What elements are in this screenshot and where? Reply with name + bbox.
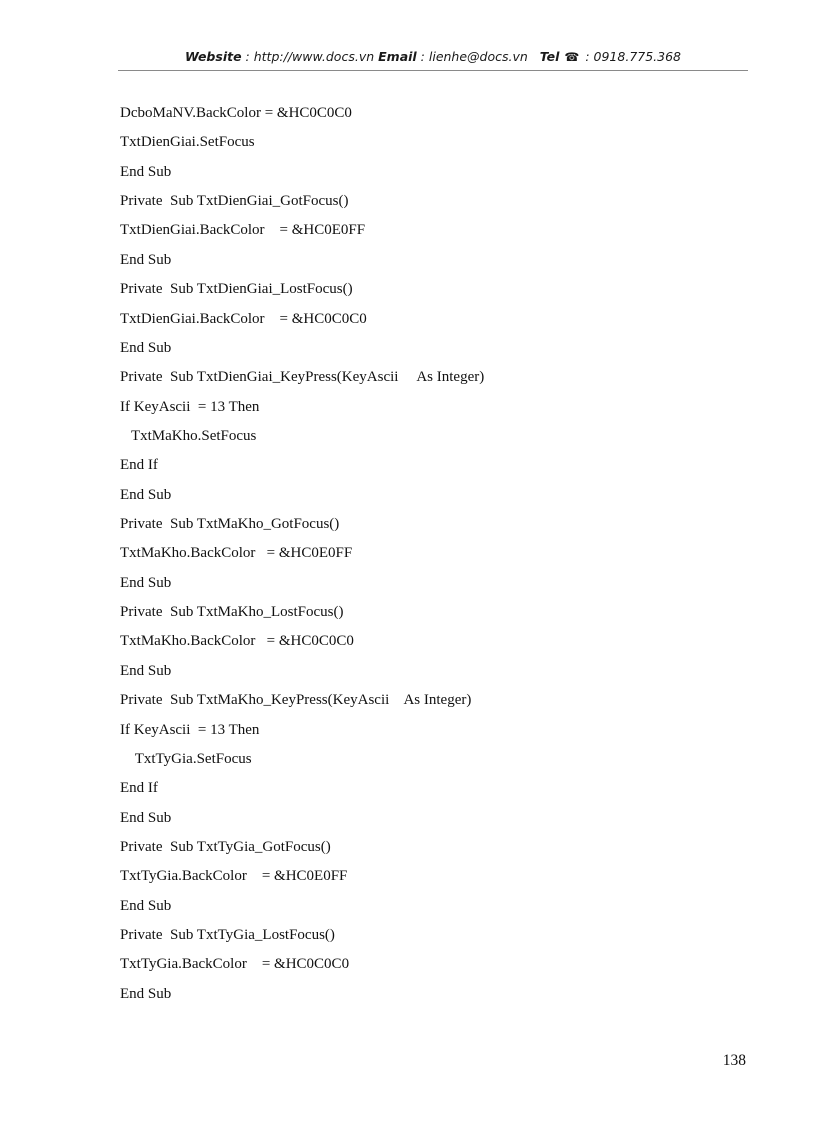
website-label: Website: [184, 49, 242, 64]
code-line: Private Sub TxtMaKho_KeyPress(KeyAscii As Integer): [120, 692, 472, 709]
code-line: Private Sub TxtMaKho_LostFocus(): [120, 604, 344, 621]
page-number: 138: [722, 1052, 746, 1069]
code-listing: [120, 102, 484, 1012]
code-line: TxtMaKho.BackColor = &HC0E0FF: [120, 545, 353, 562]
tel-label: Tel: [539, 49, 560, 64]
email-separator: :: [416, 49, 429, 64]
website-url[interactable]: http://www.docs.vn: [253, 49, 375, 64]
code-line: Private Sub TxtTyGia_GotFocus(): [120, 838, 331, 855]
code-line: TxtTyGia.SetFocus: [120, 750, 252, 767]
code-line: End If: [120, 780, 158, 797]
code-line: Private Sub TxtDienGiai_GotFocus(): [120, 193, 349, 210]
code-line: End Sub: [120, 985, 172, 1002]
code-line: Private Sub TxtDienGiai_LostFocus(): [120, 281, 353, 298]
code-line: End Sub: [120, 809, 172, 826]
code-line: End Sub: [120, 662, 172, 679]
code-line: If KeyAscii = 13 Then: [120, 721, 260, 738]
tel-number: 0918.775.368: [593, 49, 682, 64]
code-line: End Sub: [120, 486, 172, 503]
code-line: Private Sub TxtDienGiai_KeyPress(KeyAscii As Integer): [120, 369, 485, 386]
email-label: Email: [378, 49, 417, 64]
phone-icon: ☎: [564, 50, 580, 64]
code-line: Private Sub TxtMaKho_GotFocus(): [120, 516, 340, 533]
code-line: TxtDienGiai.BackColor = &HC0E0FF: [120, 222, 366, 239]
code-line: End Sub: [120, 251, 172, 268]
code-line: TxtDienGiai.BackColor = &HC0C0C0: [120, 310, 367, 327]
code-line: TxtDienGiai.SetFocus: [120, 134, 255, 151]
code-line: If KeyAscii = 13 Then: [120, 398, 260, 415]
code-line: End Sub: [120, 163, 172, 180]
header-divider: [118, 70, 748, 71]
code-line: Private Sub TxtTyGia_LostFocus(): [120, 927, 335, 944]
code-line: TxtMaKho.BackColor = &HC0C0C0: [120, 633, 354, 650]
code-line: End Sub: [120, 339, 172, 356]
code-line: End Sub: [120, 897, 172, 914]
code-line: TxtTyGia.BackColor = &HC0C0C0: [120, 956, 350, 973]
tel-separator: :: [581, 49, 594, 64]
code-line: DcboMaNV.BackColor = &HC0C0C0: [120, 105, 352, 121]
page-header: [118, 49, 748, 71]
code-line: End Sub: [120, 574, 172, 591]
code-line: End If: [120, 457, 158, 474]
code-line: TxtMaKho.SetFocus: [120, 427, 257, 444]
email-address[interactable]: lienhe@docs.vn: [428, 49, 528, 64]
code-line: TxtTyGia.BackColor = &HC0E0FF: [120, 868, 348, 885]
website-separator: :: [241, 49, 254, 64]
